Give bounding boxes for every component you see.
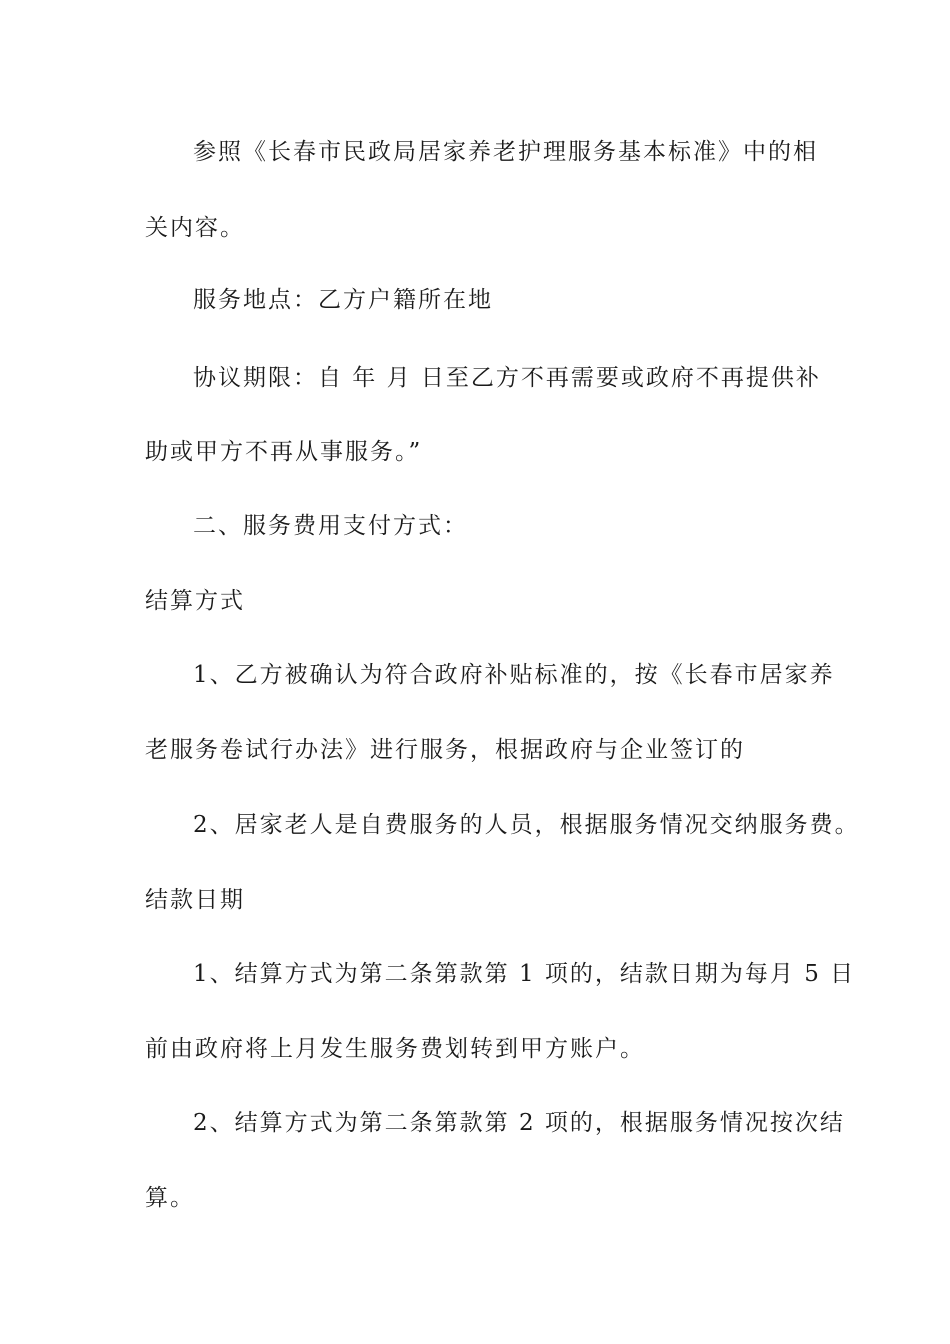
- paragraph-line: 助或甲方不再从事服务。”: [145, 439, 423, 465]
- paragraph-line: 算。: [145, 1185, 195, 1211]
- paragraph-line: 2、居家老人是自费服务的人员，根据服务情况交纳服务费。: [193, 812, 860, 838]
- subsection-heading: 结算方式: [145, 588, 245, 614]
- paragraph-line: 服务地点：乙方户籍所在地: [193, 287, 493, 313]
- paragraph-line: 前由政府将上月发生服务费划转到甲方账户。: [145, 1036, 645, 1062]
- subsection-heading: 结款日期: [145, 887, 245, 913]
- paragraph-line: 参照《长春市民政局居家养老护理服务基本标准》中的相: [193, 139, 818, 165]
- section-heading: 二、服务费用支付方式：: [193, 513, 468, 539]
- paragraph-line: 1、乙方被确认为符合政府补贴标准的，按《长春市居家养: [193, 662, 835, 688]
- paragraph-line: 协议期限：自 年 月 日至乙方不再需要或政府不再提供补: [193, 365, 821, 391]
- paragraph-line: 2、结算方式为第二条第款第 2 项的，根据服务情况按次结: [193, 1110, 845, 1136]
- paragraph-line: 关内容。: [145, 215, 245, 241]
- paragraph-line: 老服务卷试行办法》进行服务，根据政府与企业签订的: [145, 737, 745, 763]
- paragraph-line: 1、结算方式为第二条第款第 1 项的，结款日期为每月 5 日: [193, 961, 856, 987]
